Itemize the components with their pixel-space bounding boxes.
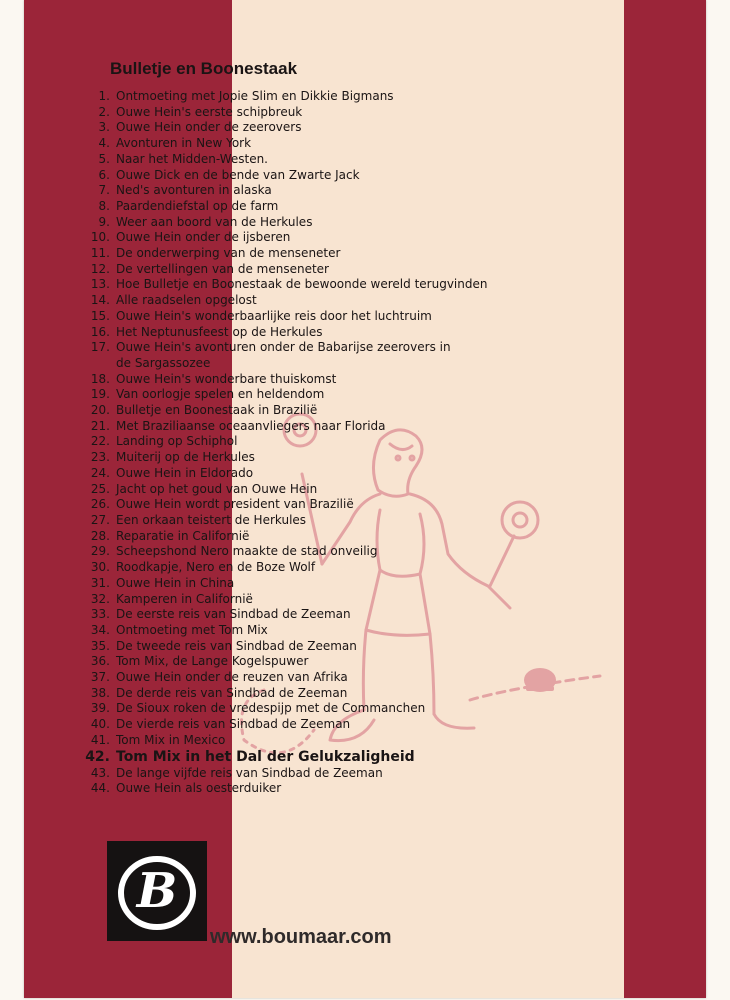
- title-number: 20.: [90, 403, 110, 418]
- title-text: Reparatie in Californië: [116, 528, 250, 543]
- title-item: [80, 434, 690, 450]
- title-number: 38.: [90, 685, 110, 700]
- title-number: 8.: [98, 198, 110, 213]
- title-number: 27.: [90, 512, 110, 527]
- title-number: 13.: [90, 277, 110, 292]
- title-item: [80, 544, 690, 560]
- title-number: 21.: [90, 418, 110, 433]
- title-text: Landing op Schiphol: [116, 434, 238, 449]
- title-number: 12.: [90, 261, 110, 276]
- title-text: Hoe Bulletje en Boonestaak de bewoonde wereld terugvinden: [116, 277, 488, 292]
- title-text: Ouwe Hein onder de zeerovers: [116, 120, 302, 135]
- title-text: Tom Mix in het Dal der Gelukzaligheid: [116, 748, 415, 765]
- title-item: [80, 89, 690, 105]
- title-text: Ouwe Hein's eerste schipbreuk: [116, 104, 303, 119]
- title-number: 25.: [90, 481, 110, 496]
- title-text: Tom Mix, de Lange Kogelspuwer: [116, 654, 309, 669]
- title-text: Roodkapje, Nero en de Boze Wolf: [116, 560, 316, 575]
- title-text: Weer aan boord van de Herkules: [116, 214, 313, 229]
- title-text: Ontmoeting met Tom Mix: [116, 622, 268, 637]
- title-number: 36.: [90, 654, 110, 669]
- title-number: 42.: [85, 748, 110, 765]
- title-item: [80, 670, 690, 686]
- title-number: 37.: [90, 670, 110, 685]
- title-item: [80, 309, 690, 325]
- title-item: [80, 340, 690, 356]
- title-number: 1.: [98, 89, 110, 103]
- title-number: 11.: [90, 246, 110, 261]
- title-text: Muiterij op de Herkules: [116, 450, 255, 465]
- title-number: 22.: [90, 434, 110, 449]
- title-item: [80, 654, 690, 670]
- website-url: www.boumaar.com: [210, 926, 392, 948]
- title-number: 29.: [90, 544, 110, 559]
- title-item: [80, 152, 690, 168]
- title-item: [80, 733, 690, 749]
- title-text: Alle raadselen opgelost: [116, 293, 257, 308]
- title-text: Ouwe Hein onder de ijsberen: [116, 230, 291, 245]
- title-text: De tweede reis van Sindbad de Zeeman: [116, 638, 357, 653]
- title-item: [80, 105, 690, 121]
- title-number: 31.: [90, 575, 110, 590]
- title-number: 2.: [98, 104, 110, 119]
- title-text: De derde reis van Sindbad de Zeeman: [116, 685, 348, 700]
- title-text: Ouwe Hein's wonderbaarlijke reis door het luchtruim: [116, 308, 432, 323]
- title-number: 7.: [98, 183, 110, 198]
- title-item: [80, 215, 690, 231]
- title-text: Met Braziliaanse oceaanvliegers naar Florida: [116, 418, 386, 433]
- title-text: Ouwe Hein wordt president van Brazilië: [116, 497, 354, 512]
- title-number: 16.: [90, 324, 110, 339]
- title-item: [80, 372, 690, 388]
- title-item: [80, 686, 690, 702]
- title-item: [80, 560, 690, 576]
- title-item: [80, 293, 690, 309]
- title-number: 43.: [90, 765, 110, 780]
- title-item: [80, 592, 690, 608]
- title-text: De Sioux roken de vredespijp met de Commanchen: [116, 701, 426, 716]
- title-text: Naar het Midden-Westen.: [116, 151, 268, 166]
- title-item: [80, 639, 690, 655]
- title-text: Ouwe Hein's wonderbare thuiskomst: [116, 371, 337, 386]
- title-number: 15.: [90, 308, 110, 323]
- title-text: Kamperen in Californië: [116, 591, 253, 606]
- title-item: [80, 168, 690, 184]
- title-number: 26.: [90, 497, 110, 512]
- title-item: [80, 482, 690, 498]
- title-text: Ouwe Dick en de bende van Zwarte Jack: [116, 167, 360, 182]
- title-number: 4.: [98, 136, 110, 151]
- title-number: 19.: [90, 387, 110, 402]
- title-number: 3.: [98, 120, 110, 135]
- title-number: 17.: [90, 340, 110, 355]
- series-title: Bulletje en Boonestaak: [110, 59, 298, 78]
- title-text: Een orkaan teistert de Herkules: [116, 512, 307, 527]
- title-number: 40.: [90, 717, 110, 732]
- title-text: Jacht op het goud van Ouwe Hein: [116, 481, 318, 496]
- title-text: De vierde reis van Sindbad de Zeeman: [116, 717, 351, 732]
- title-text: Avonturen in New York: [116, 136, 252, 151]
- title-item: [80, 356, 690, 372]
- title-item: [80, 325, 690, 341]
- title-item: [80, 781, 690, 797]
- title-item: [80, 466, 690, 482]
- title-text: Bulletje en Boonestaak in Brazilië: [116, 403, 318, 418]
- title-text: Ouwe Hein onder de reuzen van Afrika: [116, 670, 348, 685]
- title-item: [80, 403, 690, 419]
- title-item: [80, 230, 690, 246]
- title-number: 23.: [90, 450, 110, 465]
- title-list: [80, 89, 690, 797]
- title-text: Paardendiefstal op de farm: [116, 198, 279, 213]
- publisher-logo: [107, 841, 207, 941]
- title-text: Ouwe Hein in China: [116, 575, 235, 590]
- logo-letter: B: [136, 863, 178, 919]
- title-item: [80, 623, 690, 639]
- title-number: 33.: [90, 607, 110, 622]
- title-item: [80, 120, 690, 136]
- title-item: [80, 450, 690, 466]
- title-number: 32.: [90, 591, 110, 606]
- title-item: [80, 246, 690, 262]
- title-number: 9.: [98, 214, 110, 229]
- title-number: 28.: [90, 528, 110, 543]
- title-text: De vertellingen van de menseneter: [116, 261, 329, 276]
- title-number: 30.: [90, 560, 110, 575]
- title-text: Ouwe Hein als oesterduiker: [116, 781, 282, 796]
- title-text: Het Neptunusfeest op de Herkules: [116, 324, 323, 339]
- title-text: Ouwe Hein's avonturen onder de Babarijse zeerovers in: [116, 340, 451, 355]
- title-text: De onderwerping van de menseneter: [116, 246, 341, 261]
- title-text: De eerste reis van Sindbad de Zeeman: [116, 607, 351, 622]
- title-text: Tom Mix in Mexico: [116, 732, 226, 747]
- title-text: Ontmoeting met Jopie Slim en Dikkie Bigmans: [116, 89, 394, 103]
- title-item: [80, 607, 690, 623]
- title-text: de Sargassozee: [116, 355, 211, 370]
- title-item: [80, 497, 690, 513]
- title-number: 41.: [90, 732, 110, 747]
- title-number: 5.: [98, 151, 110, 166]
- title-number: 10.: [90, 230, 110, 245]
- title-item: [80, 513, 690, 529]
- title-text: De lange vijfde reis van Sindbad de Zeeman: [116, 765, 383, 780]
- title-item: [80, 419, 690, 435]
- title-item: [80, 136, 690, 152]
- title-item: [80, 529, 690, 545]
- title-number: 44.: [90, 781, 110, 796]
- title-number: 39.: [90, 701, 110, 716]
- title-item: [80, 766, 690, 782]
- title-item: [80, 199, 690, 215]
- title-number: 35.: [90, 638, 110, 653]
- title-number: 34.: [90, 622, 110, 637]
- title-item: [80, 717, 690, 733]
- title-number: 6.: [98, 167, 110, 182]
- title-item: [80, 701, 690, 717]
- title-number: 24.: [90, 465, 110, 480]
- title-item: [80, 262, 690, 278]
- logo-b-icon: [107, 841, 207, 941]
- title-text: Scheepshond Nero maakte de stad onveilig: [116, 544, 378, 559]
- title-text: Ned's avonturen in alaska: [116, 183, 272, 198]
- title-number: 18.: [90, 371, 110, 386]
- title-number: 14.: [90, 293, 110, 308]
- title-item: [80, 183, 690, 199]
- title-item: [80, 576, 690, 592]
- title-item: [80, 387, 690, 403]
- title-item: [80, 277, 690, 293]
- title-item: [80, 749, 690, 766]
- title-text: Van oorlogje spelen en heldendom: [116, 387, 325, 402]
- title-text: Ouwe Hein in Eldorado: [116, 465, 254, 480]
